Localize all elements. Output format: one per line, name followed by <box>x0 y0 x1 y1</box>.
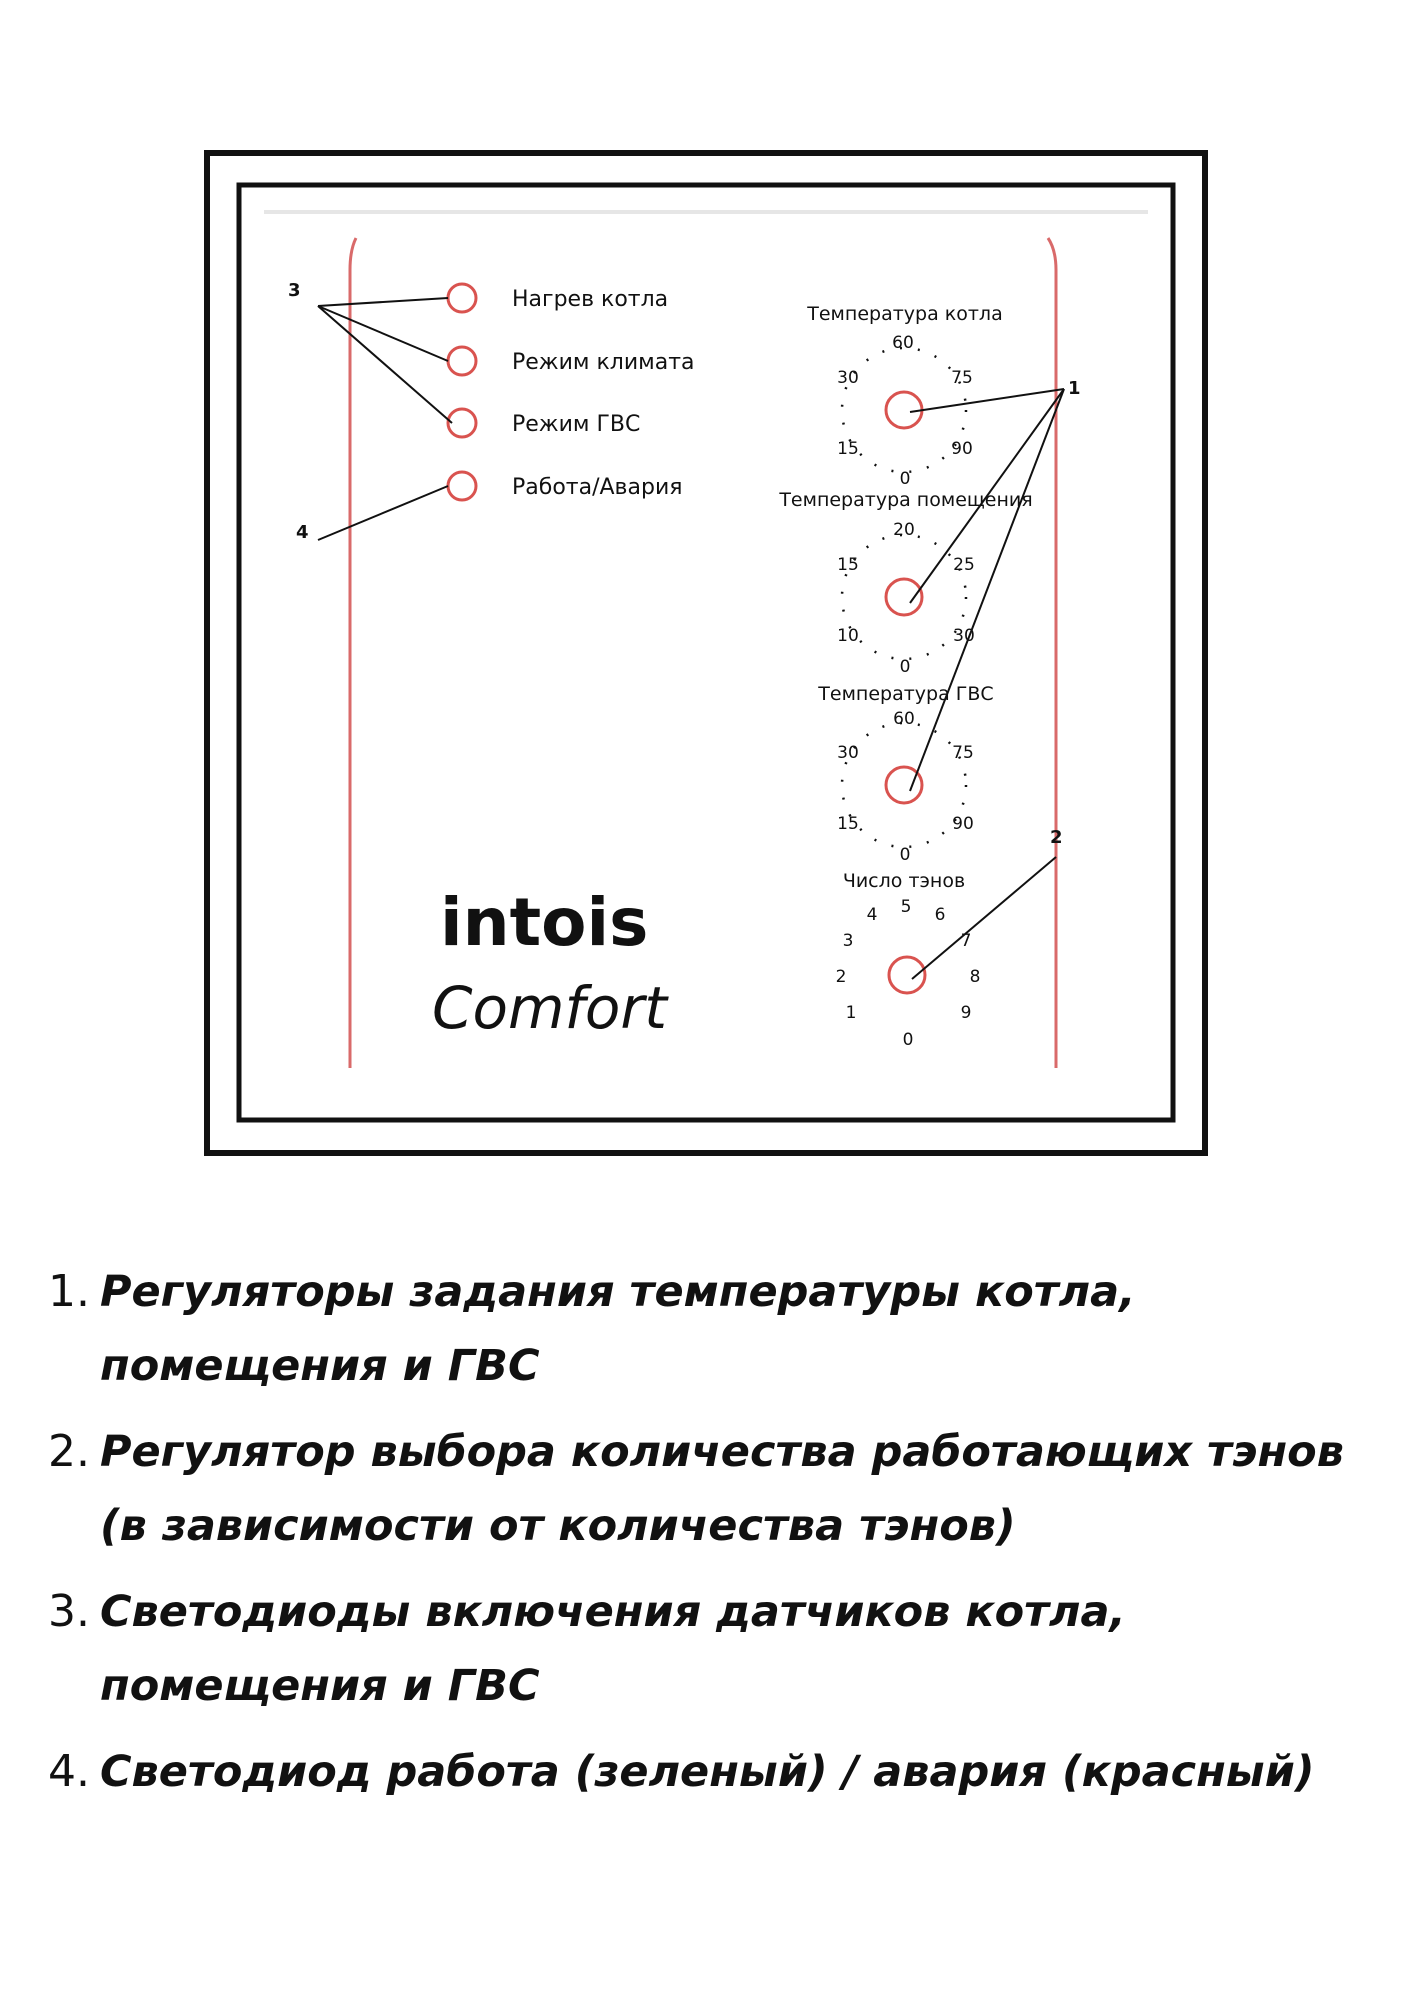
callout-1: 1 <box>1068 378 1081 399</box>
legend-text: Светодиод работа (зеленый) / авария (красный) <box>100 1747 1315 1797</box>
dial-tick-label: 30 <box>837 368 859 388</box>
callout-2: 2 <box>1050 827 1063 848</box>
dial-tick-label: 7 <box>960 931 972 951</box>
led-label: Нагрев котла <box>512 287 669 312</box>
dial-tick-label: 9 <box>960 1003 972 1023</box>
knob-heater-count <box>836 870 981 1050</box>
knob-dial-ring <box>842 348 966 472</box>
callout-3: 3 <box>288 280 301 301</box>
knob-dial-ring <box>842 535 966 659</box>
dial-tick-label: 0 <box>899 845 911 865</box>
dial-tick-label: 90 <box>951 439 973 459</box>
dial-tick-label: 75 <box>952 743 974 763</box>
legend-text: Светодиоды включения датчиков котла, помещения и ГВС <box>100 1587 1126 1711</box>
brand-model: Comfort <box>432 974 667 1042</box>
brand-logo: intois <box>440 884 649 961</box>
callout-line <box>318 306 452 423</box>
legend-item <box>48 1735 1388 1809</box>
dial-tick-label: 90 <box>952 814 974 834</box>
legend-text: Регулятор выбора количества работающих тэнов (в зависимости от количества тэнов) <box>100 1427 1344 1551</box>
dial-tick-label: 1 <box>845 1003 857 1023</box>
dial-tick-label: 30 <box>953 626 975 646</box>
dial-tick-label: 30 <box>837 743 859 763</box>
dial-tick-label: 75 <box>951 368 973 388</box>
led-work-alarm <box>448 472 476 500</box>
legend-list <box>48 1255 1388 1821</box>
knob-body <box>886 579 922 615</box>
dial-tick-label: 10 <box>837 626 859 646</box>
knob-dhw-temperature <box>817 683 993 865</box>
callout-line <box>910 389 1064 412</box>
knob-title: Температура котла <box>807 303 1003 325</box>
legend-text: Регуляторы задания температуры котла, помещения и ГВС <box>100 1267 1136 1391</box>
dial-tick-label: 4 <box>866 905 878 925</box>
dial-tick-label: 15 <box>837 814 859 834</box>
dial-tick-label: 60 <box>892 333 914 353</box>
callout-line <box>910 389 1064 791</box>
knob-room-temperature <box>778 489 1032 677</box>
knob-title: Температура ГВС <box>818 683 994 705</box>
legend-number: 2. <box>48 1426 90 1477</box>
dial-tick-label: 25 <box>953 555 975 575</box>
dial-tick-label: 60 <box>893 709 915 729</box>
dial-tick-label: 6 <box>934 905 946 925</box>
legend-number: 4. <box>48 1746 90 1797</box>
led-group <box>448 284 695 500</box>
legend-item <box>48 1575 1388 1723</box>
dial-tick-label: 0 <box>902 1030 914 1050</box>
knob-title: Число тэнов <box>842 870 966 892</box>
callout-line <box>318 486 448 540</box>
led-label: Работа/Авария <box>512 475 683 500</box>
dial-tick-label: 20 <box>893 520 915 540</box>
callout-4: 4 <box>296 522 309 543</box>
led-dhw-mode <box>448 409 476 437</box>
legend-number: 1. <box>48 1266 90 1317</box>
knob-body <box>886 392 922 428</box>
knob-body <box>889 957 925 993</box>
led-label: Режим ГВС <box>512 412 641 437</box>
right-stripe <box>1048 238 1056 1068</box>
dial-tick-label: 15 <box>837 555 859 575</box>
legend-item <box>48 1255 1388 1403</box>
led-boiler-heating <box>448 284 476 312</box>
dial-tick-label: 2 <box>835 967 847 987</box>
dial-tick-label: 0 <box>899 657 911 677</box>
knob-boiler-temperature <box>806 303 1002 489</box>
legend-item <box>48 1415 1388 1563</box>
led-label: Режим климата <box>512 350 695 375</box>
knob-title: Температура помещения <box>779 489 1033 511</box>
dial-tick-label: 15 <box>837 439 859 459</box>
dial-tick-label: 0 <box>899 469 911 489</box>
callout-line <box>318 306 448 361</box>
inner-frame <box>239 185 1173 1120</box>
left-stripe <box>350 238 356 1068</box>
callout-line <box>318 298 448 306</box>
legend-number: 3. <box>48 1586 90 1637</box>
dial-tick-label: 3 <box>842 931 854 951</box>
dial-tick-label: 5 <box>900 897 912 917</box>
dial-tick-label: 8 <box>969 967 981 987</box>
knob-dial-ring <box>842 723 966 847</box>
led-climate-mode <box>448 347 476 375</box>
